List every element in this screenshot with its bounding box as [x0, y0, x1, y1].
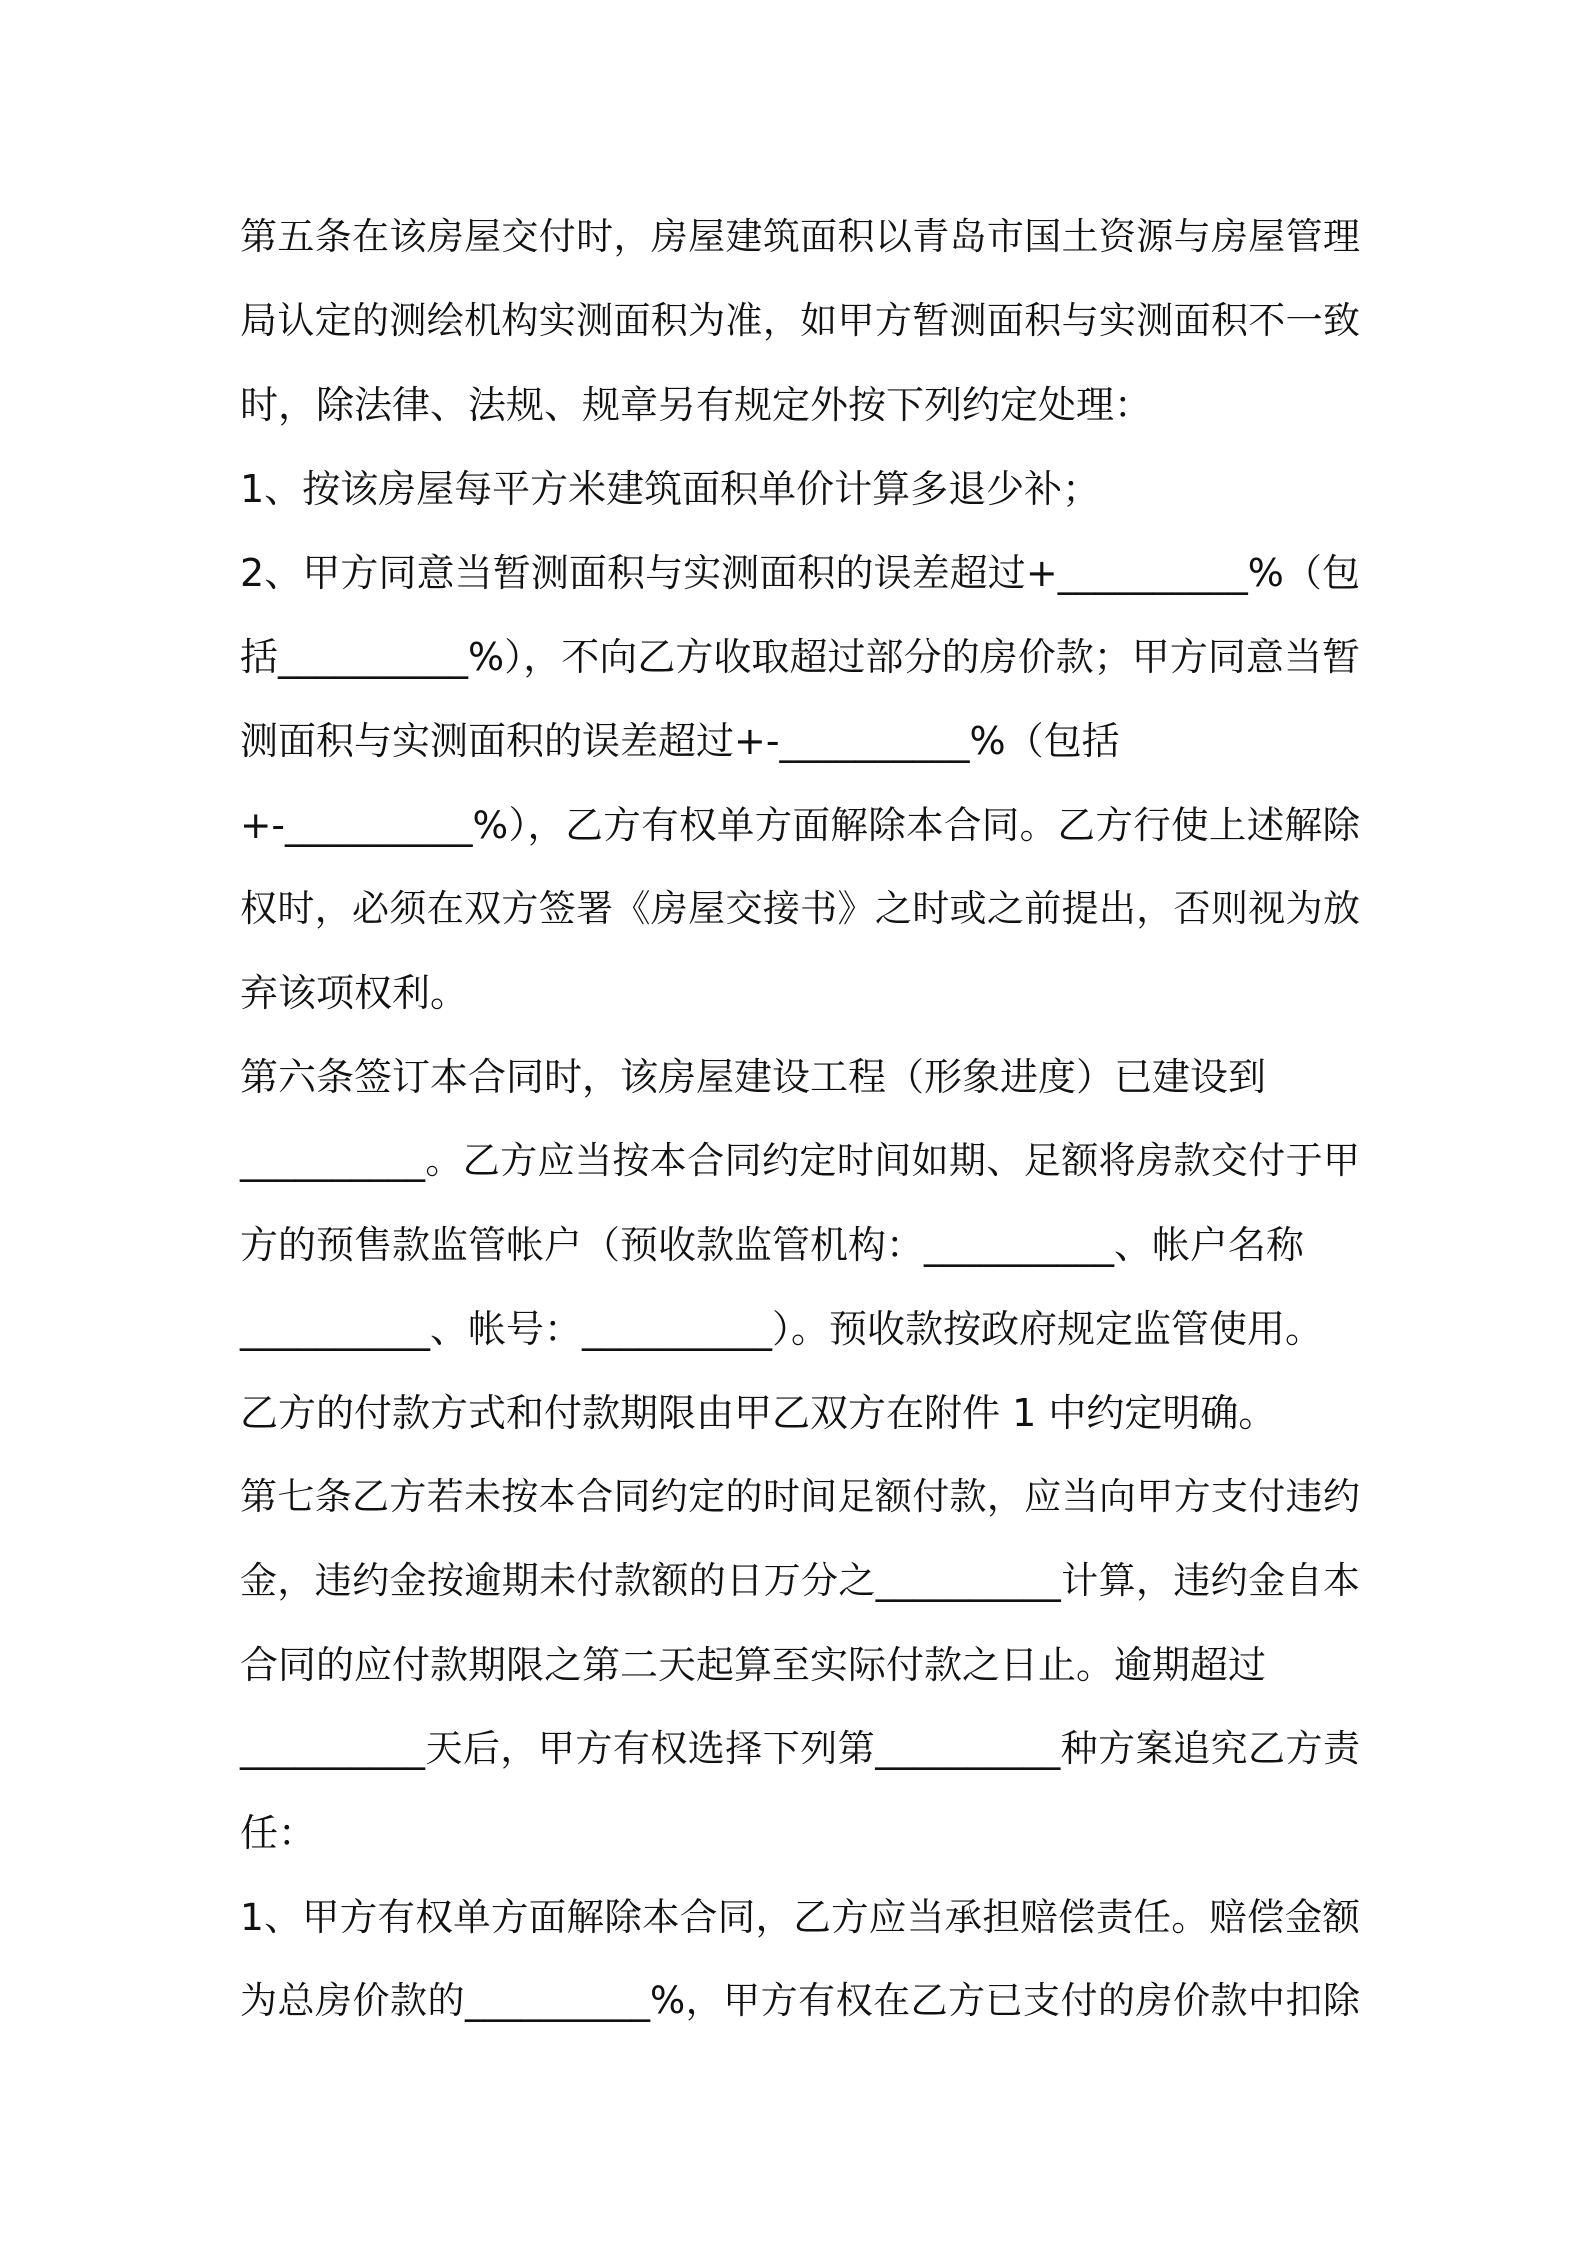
- document-page: [240, 195, 1360, 2043]
- text-line-19: __________天后，甲方有权选择下列第__________种方案追究乙方责: [240, 1727, 1360, 1770]
- text-line-10: 弃该项权利。: [240, 971, 469, 1015]
- text-line-20: 任：: [240, 1811, 317, 1855]
- text-line-06: 括__________%），不向乙方收取超过部分的房价款；甲方同意当暂: [240, 635, 1360, 679]
- text-line-04: 1、按该房屋每平方米建筑面积单价计算多退少补；: [240, 467, 1101, 511]
- text-line-13: 方的预售款监管帐户（预收款监管机构：__________、帐户名称: [240, 1223, 1305, 1267]
- text-line-08: +-__________%），乙方有权单方面解除本合同。乙方行使上述解除: [240, 803, 1360, 847]
- text-line-05: 2、甲方同意当暂测面积与实测面积的误差超过+__________%（包: [240, 551, 1360, 595]
- text-line-09: 权时，必须在双方签署《房屋交接书》之时或之前提出，否则视为放: [240, 887, 1360, 930]
- text-line-07: 测面积与实测面积的误差超过+-__________%（包括: [240, 719, 1120, 763]
- text-line-17: 金，违约金按逾期未付款额的日万分之__________计算，违约金自本: [240, 1559, 1360, 1602]
- text-line-16: 第七条乙方若未按本合同约定的时间足额付款，应当向甲方支付违约: [240, 1475, 1360, 1518]
- text-line-02: 局认定的测绘机构实测面积为准，如甲方暂测面积与实测面积不一致: [240, 299, 1360, 342]
- text-line-21: 1、甲方有权单方面解除本合同，乙方应当承担赔偿责任。赔偿金额: [240, 1895, 1360, 1939]
- text-line-12: __________。乙方应当按本合同约定时间如期、足额将房款交付于甲: [240, 1139, 1360, 1182]
- text-line-14: __________、帐号：__________）。预收款按政府规定监管使用。: [240, 1307, 1324, 1351]
- text-line-18: 合同的应付款期限之第二天起算至实际付款之日止。逾期超过: [240, 1643, 1267, 1687]
- text-line-01: 第五条在该房屋交付时，房屋建筑面积以青岛市国土资源与房屋管理: [240, 215, 1360, 258]
- text-line-22: 为总房价款的__________%，甲方有权在乙方已支付的房价款中扣除: [240, 1979, 1360, 2022]
- text-line-15: 乙方的付款方式和付款期限由甲乙双方在附件 1 中约定明确。: [240, 1391, 1277, 1435]
- text-line-11: 第六条签订本合同时，该房屋建设工程（形象进度）已建设到: [240, 1055, 1267, 1099]
- text-line-03: 时，除法律、法规、规章另有规定外按下列约定处理：: [240, 383, 1153, 427]
